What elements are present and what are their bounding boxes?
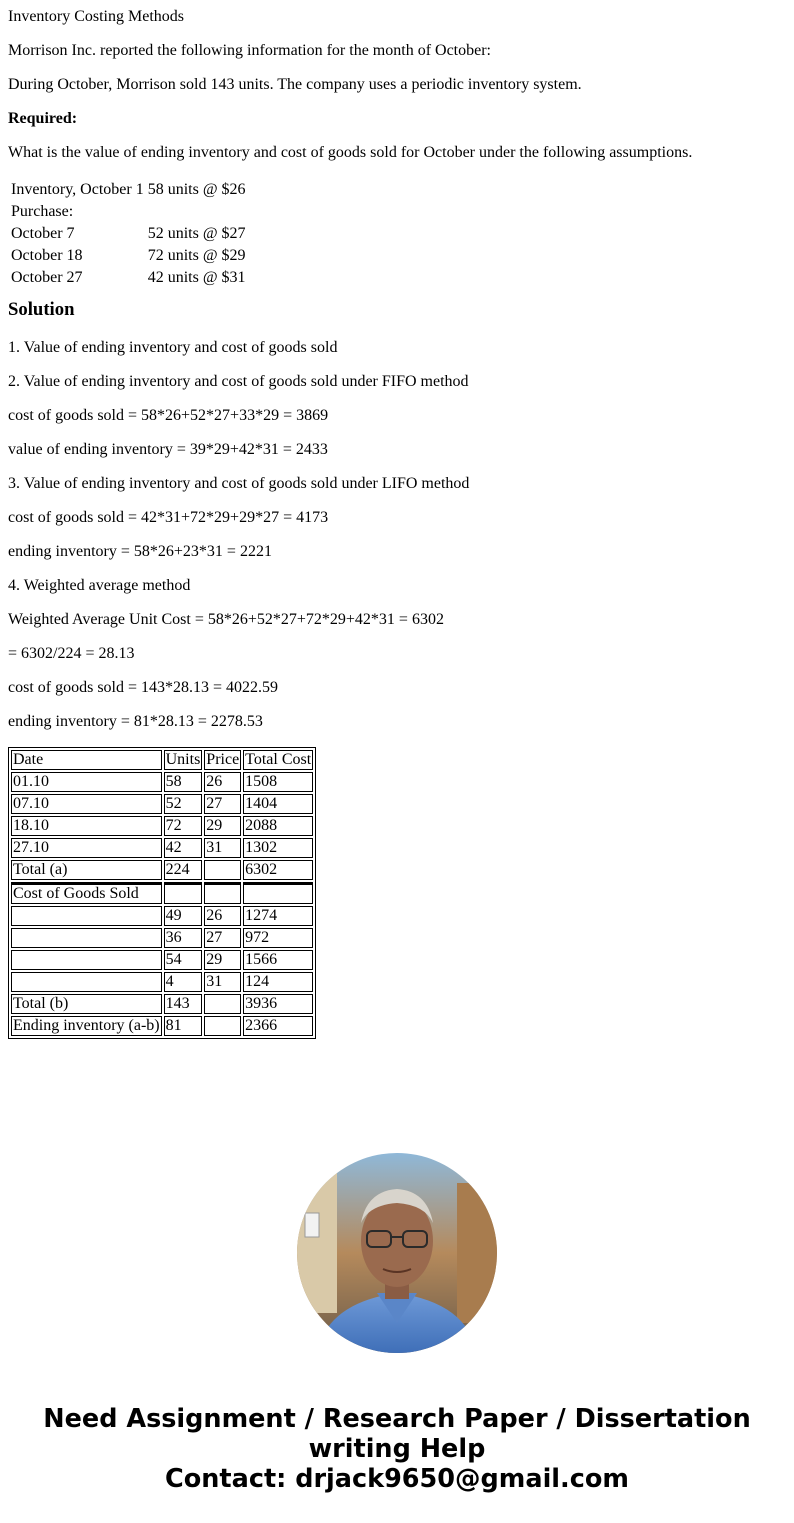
table-cell <box>11 928 162 948</box>
table-cell <box>204 994 241 1014</box>
table-cell: 49 <box>164 906 203 926</box>
info-value <box>147 202 247 222</box>
column-header: Total Cost <box>245 751 312 768</box>
table-cell: 1404 <box>243 794 313 814</box>
table-cell <box>11 906 162 926</box>
table-cell: 27 <box>204 794 241 814</box>
table-cell <box>204 1016 241 1036</box>
footer-ad <box>0 1404 794 1494</box>
table-row <box>10 268 247 288</box>
table-cell: 4 <box>164 972 203 992</box>
table-cell: 31 <box>204 838 241 858</box>
table-cell: 143 <box>164 994 203 1014</box>
table-row <box>11 860 313 880</box>
table-cell: 58 <box>164 772 203 792</box>
column-header: Units <box>165 751 201 768</box>
table-cell: 07.10 <box>11 794 162 814</box>
table-row <box>11 794 313 814</box>
solution-line: ending inventory = 58*26+23*31 = 2221 <box>8 543 272 560</box>
table-cell <box>204 882 241 904</box>
table-cell <box>11 950 162 970</box>
table-cell: 29 <box>204 816 241 836</box>
table-cell <box>204 860 241 880</box>
footer-contact: Contact: drjack9650@gmail.com <box>165 1464 629 1494</box>
info-value: 58 units @ $26 <box>147 181 246 198</box>
info-label: Inventory, October 1 <box>11 181 144 198</box>
column-header: Price <box>206 751 240 768</box>
table-cell: 26 <box>204 906 241 926</box>
table-row <box>11 972 313 992</box>
table-cell: 26 <box>204 772 241 792</box>
table-cell <box>11 972 162 992</box>
solution-line: Weighted Average Unit Cost = 58*26+52*27+72*29+42*31 = 6302 <box>8 611 444 628</box>
table-row <box>11 816 313 836</box>
table-header-row <box>11 750 313 770</box>
table-row <box>10 180 247 200</box>
table-cell: Total (a) <box>11 860 162 880</box>
table-row <box>10 246 247 266</box>
footer-line: Need Assignment / Research Paper / Dissertation <box>43 1404 751 1434</box>
solution-line: value of ending inventory = 39*29+42*31 = 2433 <box>8 441 328 458</box>
info-label: Purchase: <box>11 203 74 220</box>
table-row <box>11 928 313 948</box>
table-cell: 3936 <box>243 994 313 1014</box>
table-cell: Cost of Goods Sold <box>11 882 162 904</box>
solution-line: cost of goods sold = 58*26+52*27+33*29 = 3869 <box>8 407 329 424</box>
page-title: Inventory Costing Methods <box>8 8 184 25</box>
solution-line: cost of goods sold = 42*31+72*29+29*27 = 4173 <box>8 509 329 526</box>
sold-text: During October, Morrison sold 143 units. The company uses a periodic inventory system. <box>8 76 582 93</box>
inventory-info-table <box>8 178 249 290</box>
table-cell: 972 <box>243 928 313 948</box>
table-cell: 124 <box>243 972 313 992</box>
table-cell: 72 <box>164 816 203 836</box>
table-row <box>11 838 313 858</box>
info-label: October 7 <box>11 225 75 242</box>
info-label: October 27 <box>11 269 83 286</box>
solution-line: cost of goods sold = 143*28.13 = 4022.59 <box>8 679 279 696</box>
table-cell: 1302 <box>243 838 313 858</box>
solution-line: 3. Value of ending inventory and cost of goods sold under LIFO method <box>8 475 470 492</box>
info-value: 52 units @ $27 <box>147 225 246 242</box>
info-value: 72 units @ $29 <box>147 247 246 264</box>
table-cell: 29 <box>204 950 241 970</box>
table-cell: 54 <box>164 950 203 970</box>
table-cell: 27 <box>204 928 241 948</box>
solution-line: 1. Value of ending inventory and cost of goods sold <box>8 339 338 356</box>
question-text: What is the value of ending inventory and cost of goods sold for October under the following assumptions. <box>8 144 693 161</box>
table-cell: 81 <box>164 1016 203 1036</box>
author-avatar <box>297 1153 497 1353</box>
table-row <box>11 906 313 926</box>
table-cell: 31 <box>204 972 241 992</box>
portrait-image <box>297 1153 497 1353</box>
table-cell: 36 <box>164 928 203 948</box>
table-cell: 224 <box>164 860 203 880</box>
table-cell: 1274 <box>243 906 313 926</box>
table-row <box>11 950 313 970</box>
table-cell: 2366 <box>243 1016 313 1036</box>
info-value: 42 units @ $31 <box>147 269 246 286</box>
table-cell <box>164 882 203 904</box>
footer-line: writing Help <box>308 1434 486 1464</box>
solution-line: = 6302/224 = 28.13 <box>8 645 135 662</box>
table-cell: 6302 <box>243 860 313 880</box>
required-label: Required: <box>8 110 78 127</box>
table-row <box>11 772 313 792</box>
solution-line: 2. Value of ending inventory and cost of goods sold under FIFO method <box>8 373 469 390</box>
table-cell: 18.10 <box>11 816 162 836</box>
table-row <box>11 1016 313 1036</box>
table-cell: 42 <box>164 838 203 858</box>
intro-text: Morrison Inc. reported the following information for the month of October: <box>8 42 491 59</box>
solution-line: 4. Weighted average method <box>8 577 191 594</box>
solution-line: ending inventory = 81*28.13 = 2278.53 <box>8 713 263 730</box>
table-row <box>10 224 247 244</box>
table-cell: Ending inventory (a-b) <box>13 1017 160 1034</box>
table-row <box>11 882 313 904</box>
table-cell: 01.10 <box>11 772 162 792</box>
table-cell: 27.10 <box>11 838 162 858</box>
table-cell <box>243 882 313 904</box>
weighted-average-table <box>8 747 316 1039</box>
table-cell: 2088 <box>243 816 313 836</box>
table-cell: 1508 <box>243 772 313 792</box>
solution-heading: Solution <box>8 299 75 320</box>
table-row <box>11 994 313 1014</box>
table-row <box>10 202 247 222</box>
table-cell: 1566 <box>243 950 313 970</box>
column-header: Date <box>11 750 162 770</box>
table-cell: Total (b) <box>11 994 162 1014</box>
info-label: October 18 <box>11 247 83 264</box>
table-cell: 52 <box>164 794 203 814</box>
